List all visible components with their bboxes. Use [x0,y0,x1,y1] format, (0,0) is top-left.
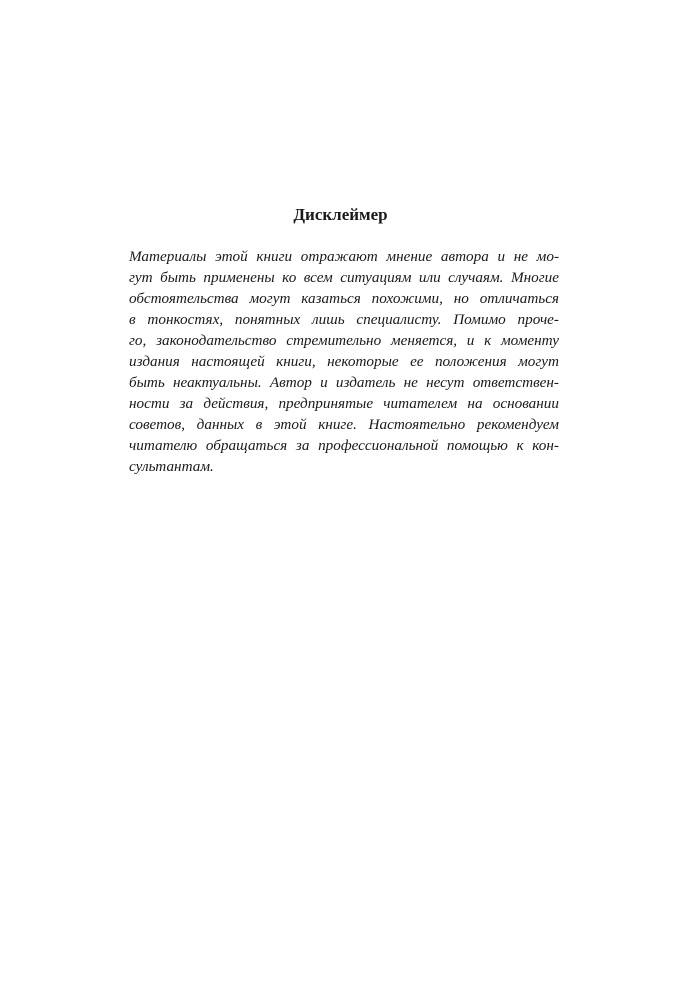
page-title: Дисклеймер [293,205,388,224]
disclaimer-paragraph [129,246,559,477]
paragraph-line: издания настоящей книги, некоторые ее положения могут [129,353,559,370]
paragraph-line: ности за действия, предпринятые читателем на основании [129,395,559,412]
paragraph-line: обстоятельства могут казаться похожими, но отличаться [129,290,559,307]
paragraph-line: Материалы этой книги отражают мнение автора и не мо- [129,248,559,265]
paragraph-line: быть неактуальны. Автор и издатель не несут ответствен- [129,374,559,391]
paragraph-line: го, законодательство стремительно меняется, и к моменту [129,332,559,349]
paragraph-line: читателю обращаться за профессиональной помощью к кон- [129,437,559,454]
paragraph-line: сультантам. [129,458,214,475]
paragraph-line: в тонкостях, понятных лишь специалисту. Помимо проче- [129,311,559,328]
paragraph-line: гут быть применены ко всем ситуациям или случаям. Многие [129,269,559,286]
paragraph-line: советов, данных в этой книге. Настоятельно рекомендуем [129,416,559,433]
